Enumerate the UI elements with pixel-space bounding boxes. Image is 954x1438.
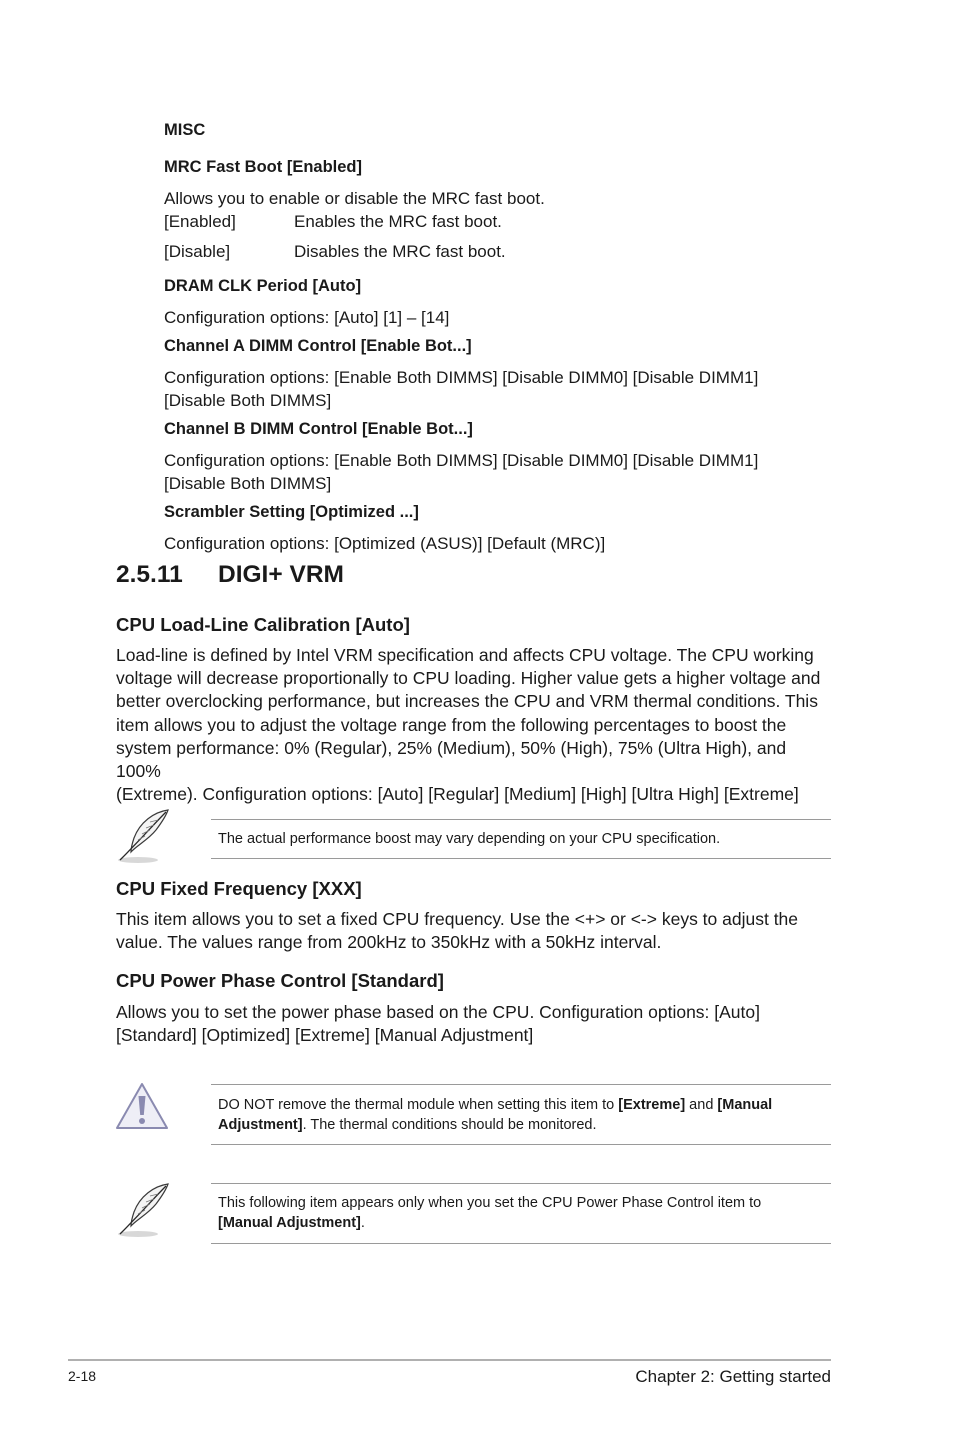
scrambler-title: Scrambler Setting [Optimized ...] xyxy=(164,503,419,521)
note-text xyxy=(218,1193,818,1233)
misc-heading: MISC xyxy=(164,121,206,139)
mrc-option-key: [Disable] xyxy=(164,242,231,261)
fixed-freq-paragraph xyxy=(116,908,831,954)
mrc-fast-boot-desc: Allows you to enable or disable the MRC fast boot. xyxy=(164,189,545,208)
note-divider xyxy=(211,858,831,859)
warning-text-part: . The thermal conditions should be monitored. xyxy=(302,1117,597,1133)
note-text-part: This following item appears only when you set the CPU Power Phase Control item to xyxy=(218,1195,762,1211)
channel-a-desc: Configuration options: [Enable Both DIMMS] [Disable DIMM0] [Disable DIMM1] xyxy=(164,368,759,387)
note-divider xyxy=(211,1243,831,1244)
footer-rule xyxy=(68,1359,831,1361)
mrc-option-value: Disables the MRC fast boot. xyxy=(294,242,506,261)
section-number: 2.5.11 xyxy=(116,561,183,588)
llc-paragraph xyxy=(116,644,831,806)
channel-a-desc: [Disable Both DIMMS] xyxy=(164,391,332,410)
paragraph-line: voltage will decrease proportionally to CPU loading. Higher value gets a higher voltage and xyxy=(116,668,821,689)
fixed-freq-title: CPU Fixed Frequency [XXX] xyxy=(116,878,362,899)
paragraph-line: [Standard] [Optimized] [Extreme] [Manual Adjustment] xyxy=(116,1025,534,1046)
mrc-fast-boot-title: MRC Fast Boot [Enabled] xyxy=(164,158,362,176)
paragraph-line: (Extreme). Configuration options: [Auto] [Regular] [Medium] [High] [Ultra High] [Extreme] xyxy=(116,784,799,805)
channel-b-desc: [Disable Both DIMMS] xyxy=(164,474,332,493)
channel-a-title: Channel A DIMM Control [Enable Bot...] xyxy=(164,337,472,355)
warning-emphasis: [Manual Adjustment] xyxy=(218,1097,773,1133)
chapter-label: Chapter 2: Getting started xyxy=(635,1367,831,1386)
paragraph-line: Load-line is defined by Intel VRM specification and affects CPU voltage. The CPU working xyxy=(116,645,814,665)
scrambler-desc: Configuration options: [Optimized (ASUS)] [Default (MRC)] xyxy=(164,534,606,553)
channel-b-title: Channel B DIMM Control [Enable Bot...] xyxy=(164,420,473,438)
warning-emphasis: [Extreme] xyxy=(618,1097,686,1113)
note-text: The actual performance boost may vary depending on your CPU specification. xyxy=(218,831,721,847)
dram-clk-desc: Configuration options: [Auto] [1] – [14] xyxy=(164,308,450,327)
note-divider xyxy=(211,1183,831,1184)
power-phase-paragraph xyxy=(116,1001,831,1047)
power-phase-title: CPU Power Phase Control [Standard] xyxy=(116,970,444,991)
warning-divider xyxy=(211,1144,831,1145)
paragraph-line: value. The values range from 200kHz to 350kHz with a 50kHz interval. xyxy=(116,932,662,953)
section-title: DIGI+ VRM xyxy=(218,561,344,588)
note-divider xyxy=(211,819,831,820)
llc-title: CPU Load-Line Calibration [Auto] xyxy=(116,614,410,635)
paragraph-line: better overclocking performance, but increases the CPU and VRM thermal conditions. This xyxy=(116,691,818,712)
paragraph-line: system performance: 0% (Regular), 25% (Medium), 50% (High), 75% (Ultra High), and 100% xyxy=(116,737,787,782)
warning-divider xyxy=(211,1084,831,1085)
channel-b-desc: Configuration options: [Enable Both DIMMS] [Disable DIMM0] [Disable DIMM1] xyxy=(164,451,759,470)
warning-text-part: and xyxy=(685,1097,718,1113)
dram-clk-title: DRAM CLK Period [Auto] xyxy=(164,277,362,295)
paragraph-line: This item allows you to set a fixed CPU frequency. Use the <+> or <-> keys to adjust the xyxy=(116,909,799,929)
warning-text xyxy=(218,1095,818,1135)
mrc-option-value: Enables the MRC fast boot. xyxy=(294,212,502,231)
note-emphasis: [Manual Adjustment] xyxy=(218,1215,361,1231)
note-feather-icon xyxy=(114,808,172,864)
warning-icon xyxy=(114,1080,170,1132)
warning-text-part: DO NOT remove the thermal module when setting this item to xyxy=(218,1097,619,1113)
paragraph-line: item allows you to adjust the voltage range from the following percentages to boost the xyxy=(116,714,787,735)
mrc-option-key: [Enabled] xyxy=(164,212,236,231)
paragraph-line: Allows you to set the power phase based on the CPU. Configuration options: [Auto] xyxy=(116,1002,760,1022)
note-feather-icon xyxy=(114,1182,172,1238)
page-number: 2-18 xyxy=(68,1368,97,1384)
note-text-part: . xyxy=(360,1215,365,1231)
